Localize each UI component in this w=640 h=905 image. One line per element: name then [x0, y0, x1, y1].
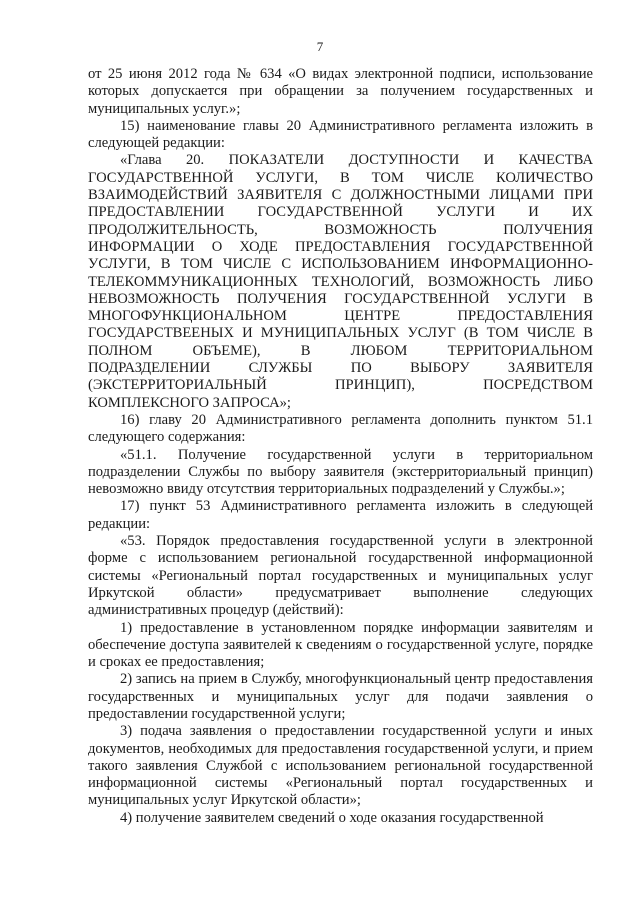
paragraph-continuation: от 25 июня 2012 года № 634 «О видах электронной подписи, использование которых допускается при обращении за получением государственных и муниципальных услуг.»;: [88, 66, 593, 117]
paragraph-53: «53. Порядок предоставления государственной услуги в электронной форме с использованием региональной государственной информационной системы «Региональный портал государственных и муниципальных услуг Иркутской области» предусматривает выполнение следующих административных процедур (действий):: [88, 533, 593, 619]
list-item-1: 1) предоставление в установленном порядке информации заявителям и обеспечение доступа заявителей к сведениям о государственной услуге, порядке и сроках ее предоставления;: [88, 619, 593, 671]
document-body: [88, 66, 593, 827]
heading-line: НЕВОЗМОЖНОСТЬ ПОЛУЧЕНИЯ ГОСУДАРСТВЕННОЙ УСЛУГИ В: [88, 290, 593, 307]
heading-line: ТЕЛЕКОММУНИКАЦИОННЫХ ТЕХНОЛОГИЙ, ВОЗМОЖНОСТЬ ЛИБО: [88, 273, 593, 290]
heading-line: КОМПЛЕКСНОГО ЗАПРОСА»;: [88, 394, 291, 411]
heading-line: ГОСУДАРСТВЕННОЙ УСЛУГИ, В ТОМ ЧИСЛЕ КОЛИЧЕСТВО: [88, 169, 593, 186]
list-item-2: 2) запись на прием в Службу, многофункциональный центр предоставления государственных и муниципальных услуг для подачи заявления о предоставлении государственной услуги;: [88, 671, 593, 722]
list-item-4: 4) получение заявителем сведений о ходе оказания государственной: [120, 809, 544, 826]
heading-line: ВЗАИМОДЕЙСТВИЙ ЗАЯВИТЕЛЯ С ДОЛЖНОСТНЫМИ ЛИЦАМИ ПРИ: [88, 187, 593, 204]
heading-line: ИНФОРМАЦИИ О ХОДЕ ПРЕДОСТАВЛЕНИЯ ГОСУДАРСТВЕННОЙ: [88, 238, 593, 255]
chapter-20-heading: [88, 152, 593, 411]
paragraph-item-16: 16) главу 20 Административного регламента дополнить пунктом 51.1 следующего содержания:: [88, 411, 593, 446]
heading-line: ПРЕДОСТАВЛЕНИИ ГОСУДАРСТВЕННОЙ УСЛУГИ И ИХ: [88, 204, 593, 221]
heading-line: ПОЛНОМ ОБЪЕМЕ), В ЛЮБОМ ТЕРРИТОРИАЛЬНОМ: [88, 342, 593, 359]
list-item-3: 3) подача заявления о предоставлении государственной услуги и иных документов, необходимых для предоставления государственной услуги, и прием такого заявления Службой с использованием региональной государственной информационной системы «Региональный портал государственных и муниципальных услуг Иркутской области»;: [88, 723, 593, 809]
heading-line: ПРОДОЛЖИТЕЛЬНОСТЬ, ВОЗМОЖНОСТЬ ПОЛУЧЕНИЯ: [88, 221, 593, 238]
heading-line: ПОДРАЗДЕЛЕНИИ СЛУЖБЫ ПО ВЫБОРУ ЗАЯВИТЕЛЯ: [88, 360, 593, 377]
heading-line: ГОСУДАРСТВЕЕНЫХ И МУНИЦИПАЛЬНЫХ УСЛУГ (В ТОМ ЧИСЛЕ В: [88, 325, 593, 342]
paragraph-51-1: «51.1. Получение государственной услуги в территориальном подразделении Службы по выбору заявителя (экстерриториальный принцип) невозможно ввиду отсутствия территориальных подразделений у Службы.»;: [88, 446, 593, 498]
heading-line: «Глава 20. ПОКАЗАТЕЛИ ДОСТУПНОСТИ И КАЧЕСТВА: [120, 152, 593, 169]
paragraph-item-15: 15) наименование главы 20 Административного регламента изложить в следующей редакции:: [88, 117, 593, 152]
heading-line: МНОГОФУНКЦИОНАЛЬНОМ ЦЕНТРЕ ПРЕДОСТАВЛЕНИЯ: [88, 308, 593, 325]
heading-line: УСЛУГИ, В ТОМ ЧИСЛЕ С ИСПОЛЬЗОВАНИЕМ ИНФОРМАЦИОННО-: [88, 256, 593, 273]
page-number: 7: [316, 39, 324, 54]
heading-line: (ЭКСТЕРРИТОРИАЛЬНЫЙ ПРИНЦИП), ПОСРЕДСТВОМ: [88, 377, 593, 394]
paragraph-item-17: 17) пункт 53 Административного регламента изложить в следующей редакции:: [88, 498, 593, 532]
